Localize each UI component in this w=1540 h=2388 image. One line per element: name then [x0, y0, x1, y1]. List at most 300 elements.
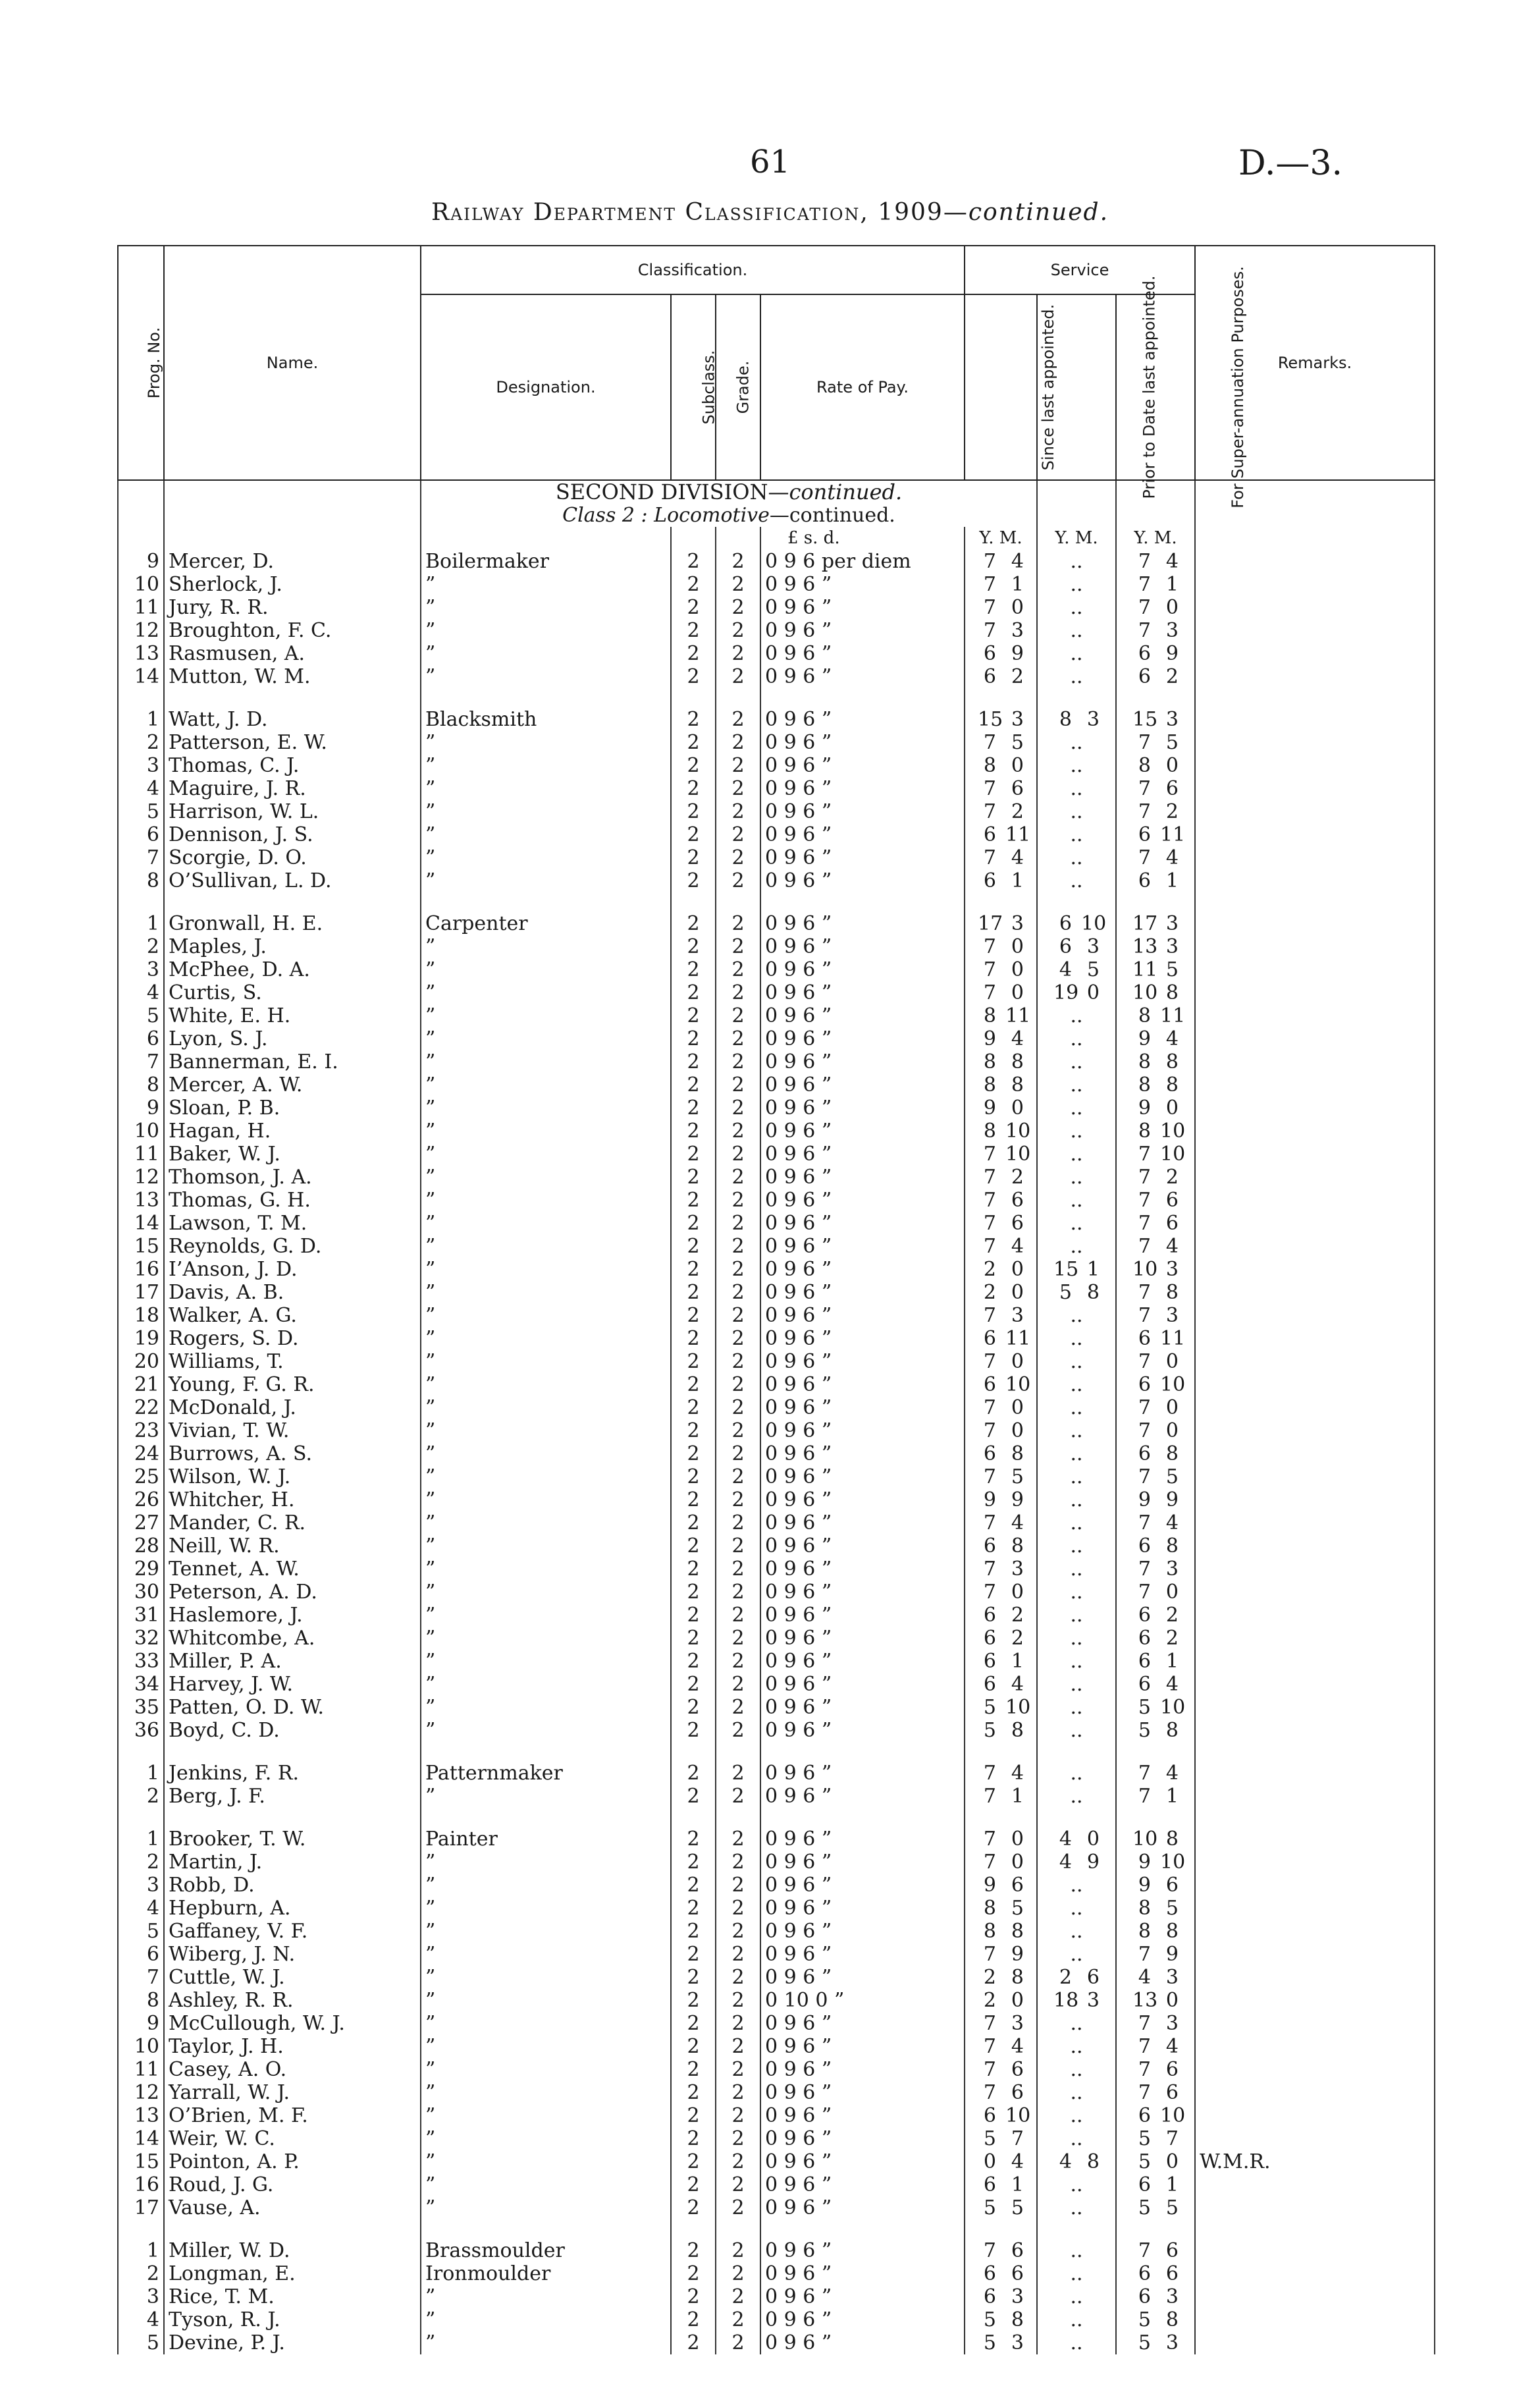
- name-cell: Roud, J. G.: [164, 2173, 421, 2196]
- grade-cell: 2: [716, 596, 760, 619]
- spacer-cell: [760, 1808, 965, 1828]
- since-last-cell: 7 0: [965, 1828, 1037, 1851]
- name-cell: Wilson, W. J.: [164, 1465, 421, 1488]
- subclass-cell: 2: [671, 1943, 716, 1966]
- prior-to-date-cell: ..: [1037, 619, 1116, 642]
- designation-cell: ”: [421, 2012, 671, 2035]
- designation-cell: ”: [421, 1785, 671, 1808]
- prog-no-cell: 7: [118, 846, 164, 869]
- remarks-cell: [1195, 550, 1435, 573]
- prior-to-date-cell: ..: [1037, 2262, 1116, 2285]
- superannuation-cell: 13 3: [1116, 935, 1195, 958]
- superannuation-cell: 4 3: [1116, 1966, 1195, 1989]
- col-service: Service: [965, 246, 1195, 294]
- superannuation-cell: 5 5: [1116, 2196, 1195, 2219]
- spacer-cell: [716, 688, 760, 708]
- prog-no-cell: 26: [118, 1488, 164, 1511]
- superannuation-cell: 7 10: [1116, 1143, 1195, 1166]
- superannuation-cell: 7 1: [1116, 1785, 1195, 1808]
- remarks-cell: [1195, 1281, 1435, 1304]
- since-last-cell: 7 0: [965, 981, 1037, 1004]
- spacer-cell: [965, 688, 1037, 708]
- grade-cell: 2: [716, 1442, 760, 1465]
- col-prior-to-date: Prior to Date last appointed.: [1037, 294, 1116, 480]
- subclass-cell: 2: [671, 1004, 716, 1027]
- rate-of-pay-cell: 0 9 6 ”: [760, 1943, 965, 1966]
- table-row: [118, 1650, 1435, 1673]
- prog-no-cell: 6: [118, 1943, 164, 1966]
- subclass-cell: 2: [671, 2196, 716, 2219]
- table-row: [118, 619, 1435, 642]
- name-cell: Thomas, C. J.: [164, 754, 421, 777]
- remarks-cell: [1195, 1004, 1435, 1027]
- name-cell: Wiberg, J. N.: [164, 1943, 421, 1966]
- remarks-cell: [1195, 1943, 1435, 1966]
- name-cell: McDonald, J.: [164, 1396, 421, 1419]
- rate-of-pay-cell: 0 9 6 ”: [760, 1143, 965, 1166]
- table-row: [118, 1874, 1435, 1897]
- superannuation-cell: 7 6: [1116, 2081, 1195, 2104]
- subclass-cell: 2: [671, 2331, 716, 2354]
- name-cell: Walker, A. G.: [164, 1304, 421, 1327]
- table-row: [118, 1673, 1435, 1696]
- superannuation-cell: 7 3: [1116, 2012, 1195, 2035]
- table-row: [118, 1166, 1435, 1189]
- spacer-cell: [671, 2219, 716, 2239]
- designation-cell: ”: [421, 1966, 671, 1989]
- grade-cell: 2: [716, 1673, 760, 1696]
- spacer-cell: [421, 2219, 671, 2239]
- since-last-cell: 6 1: [965, 2173, 1037, 2196]
- prog-no-cell: 2: [118, 1851, 164, 1874]
- name-cell: Mercer, A. W.: [164, 1073, 421, 1097]
- name-cell: Bannerman, E. I.: [164, 1050, 421, 1073]
- subclass-cell: 2: [671, 1027, 716, 1050]
- remarks-cell: [1195, 708, 1435, 731]
- col-classification: Classification.: [421, 246, 965, 294]
- col-grade: Grade.: [716, 294, 760, 480]
- prior-to-date-cell: ..: [1037, 550, 1116, 573]
- superannuation-cell: 9 4: [1116, 1027, 1195, 1050]
- designation-cell: ”: [421, 1851, 671, 1874]
- table-row: [118, 1851, 1435, 1874]
- name-cell: Hepburn, A.: [164, 1897, 421, 1920]
- prog-no-cell: 4: [118, 981, 164, 1004]
- subclass-cell: 2: [671, 708, 716, 731]
- subclass-cell: 2: [671, 550, 716, 573]
- since-last-cell: 7 4: [965, 550, 1037, 573]
- table-row: [118, 1027, 1435, 1050]
- designation-cell: ”: [421, 1166, 671, 1189]
- rate-of-pay-cell: 0 9 6 ”: [760, 1465, 965, 1488]
- rate-of-pay-cell: 0 9 6 ”: [760, 1097, 965, 1120]
- prior-to-date-cell: ..: [1037, 1027, 1116, 1050]
- rate-of-pay-cell: 0 9 6 ”: [760, 731, 965, 754]
- designation-cell: ”: [421, 1534, 671, 1558]
- grade-cell: 2: [716, 1097, 760, 1120]
- prog-no-cell: 25: [118, 1465, 164, 1488]
- table-row: [118, 1050, 1435, 1073]
- grade-cell: 2: [716, 869, 760, 892]
- subclass-cell: 2: [671, 1350, 716, 1373]
- table-row: [118, 823, 1435, 846]
- subclass-cell: 2: [671, 1396, 716, 1419]
- table-row: [118, 1762, 1435, 1785]
- superannuation-cell: 8 8: [1116, 1050, 1195, 1073]
- prog-no-cell: 16: [118, 2173, 164, 2196]
- table-row: [118, 1627, 1435, 1650]
- name-cell: O’Brien, M. F.: [164, 2104, 421, 2127]
- prog-no-cell: 28: [118, 1534, 164, 1558]
- rate-of-pay-cell: 0 9 6 ”: [760, 1004, 965, 1027]
- remarks-cell: [1195, 1558, 1435, 1581]
- table-row: [118, 1604, 1435, 1627]
- subclass-cell: 2: [671, 1235, 716, 1258]
- spacer-cell: [118, 688, 164, 708]
- rate-of-pay-cell: 0 9 6 ”: [760, 1073, 965, 1097]
- name-cell: Vivian, T. W.: [164, 1419, 421, 1442]
- prior-to-date-cell: ..: [1037, 1235, 1116, 1258]
- table-row: [118, 596, 1435, 619]
- spacer-cell: [164, 1742, 421, 1762]
- name-cell: McPhee, D. A.: [164, 958, 421, 981]
- spacer-cell: [1195, 688, 1435, 708]
- subclass-cell: 2: [671, 800, 716, 823]
- name-cell: Whitcombe, A.: [164, 1627, 421, 1650]
- table-row: [118, 2058, 1435, 2081]
- name-cell: Martin, J.: [164, 1851, 421, 1874]
- division-heading: SECOND DIVISION—continued.: [421, 480, 1037, 504]
- grade-cell: 2: [716, 1465, 760, 1488]
- since-last-cell: 5 10: [965, 1696, 1037, 1719]
- superannuation-cell: 10 8: [1116, 981, 1195, 1004]
- prior-to-date-cell: ..: [1037, 846, 1116, 869]
- spacer-cell: [716, 1742, 760, 1762]
- grade-cell: 2: [716, 1534, 760, 1558]
- prior-to-date-cell: ..: [1037, 1212, 1116, 1235]
- table-row: [118, 665, 1435, 688]
- subclass-cell: 2: [671, 619, 716, 642]
- designation-cell: ”: [421, 1897, 671, 1920]
- superannuation-cell: 6 2: [1116, 1604, 1195, 1627]
- remarks-cell: [1195, 1966, 1435, 1989]
- name-cell: Tyson, R. J.: [164, 2308, 421, 2331]
- superannuation-cell: 6 8: [1116, 1442, 1195, 1465]
- superannuation-cell: 6 8: [1116, 1534, 1195, 1558]
- designation-cell: ”: [421, 1258, 671, 1281]
- prog-no-cell: 13: [118, 2104, 164, 2127]
- grade-cell: 2: [716, 2331, 760, 2354]
- subclass-cell: 2: [671, 1189, 716, 1212]
- since-last-cell: 5 3: [965, 2331, 1037, 2354]
- designation-cell: ”: [421, 1874, 671, 1897]
- designation-cell: ”: [421, 935, 671, 958]
- prog-no-cell: 5: [118, 800, 164, 823]
- rate-of-pay-cell: 0 9 6 ”: [760, 596, 965, 619]
- rate-of-pay-cell: 0 9 6 ”: [760, 1327, 965, 1350]
- rate-of-pay-cell: 0 9 6 ”: [760, 2012, 965, 2035]
- subclass-cell: 2: [671, 1719, 716, 1742]
- rate-of-pay-cell: 0 9 6 ”: [760, 2081, 965, 2104]
- prior-to-date-cell: 18 3: [1037, 1989, 1116, 2012]
- since-last-cell: 8 8: [965, 1073, 1037, 1097]
- table-row: [118, 1258, 1435, 1281]
- spacer-cell: [1116, 1742, 1195, 1762]
- units-pay: £ s. d.: [760, 527, 965, 550]
- superannuation-cell: 8 5: [1116, 1897, 1195, 1920]
- grade-cell: 2: [716, 2262, 760, 2285]
- superannuation-cell: 7 0: [1116, 1396, 1195, 1419]
- since-last-cell: 7 4: [965, 846, 1037, 869]
- remarks-cell: [1195, 935, 1435, 958]
- table-row: [118, 1581, 1435, 1604]
- table-row: [118, 1327, 1435, 1350]
- remarks-cell: [1195, 2035, 1435, 2058]
- remarks-cell: [1195, 1650, 1435, 1673]
- subclass-cell: 2: [671, 1442, 716, 1465]
- since-last-cell: 6 2: [965, 1627, 1037, 1650]
- designation-cell: Painter: [421, 1828, 671, 1851]
- designation-cell: ”: [421, 777, 671, 800]
- since-last-cell: 7 6: [965, 2058, 1037, 2081]
- remarks-cell: [1195, 1465, 1435, 1488]
- since-last-cell: 15 3: [965, 708, 1037, 731]
- remarks-cell: [1195, 1212, 1435, 1235]
- spacer-cell: [716, 2219, 760, 2239]
- spacer-cell: [1116, 688, 1195, 708]
- since-last-cell: 6 2: [965, 1604, 1037, 1627]
- rate-of-pay-cell: 0 9 6 ”: [760, 1442, 965, 1465]
- subclass-cell: 2: [671, 2035, 716, 2058]
- col-name: Name.: [164, 246, 421, 480]
- name-cell: Rice, T. M.: [164, 2285, 421, 2308]
- rate-of-pay-cell: 0 9 6 ”: [760, 1120, 965, 1143]
- table-row: [118, 1189, 1435, 1212]
- subclass-cell: 2: [671, 1627, 716, 1650]
- subclass-cell: 2: [671, 731, 716, 754]
- designation-cell: ”: [421, 1943, 671, 1966]
- name-cell: Davis, A. B.: [164, 1281, 421, 1304]
- superannuation-cell: 8 8: [1116, 1920, 1195, 1943]
- remarks-cell: [1195, 912, 1435, 935]
- designation-cell: ”: [421, 1050, 671, 1073]
- spacer-cell: [164, 892, 421, 912]
- grade-cell: 2: [716, 1189, 760, 1212]
- since-last-cell: 7 3: [965, 619, 1037, 642]
- since-last-cell: 7 0: [965, 935, 1037, 958]
- name-cell: Patterson, E. W.: [164, 731, 421, 754]
- designation-cell: Blacksmith: [421, 708, 671, 731]
- prior-to-date-cell: ..: [1037, 1373, 1116, 1396]
- superannuation-cell: 11 5: [1116, 958, 1195, 981]
- superannuation-cell: 7 3: [1116, 619, 1195, 642]
- rate-of-pay-cell: 0 9 6 ”: [760, 1189, 965, 1212]
- superannuation-cell: 5 0: [1116, 2150, 1195, 2173]
- remarks-cell: W.M.R.: [1195, 2150, 1435, 2173]
- rate-of-pay-cell: 0 9 6 ”: [760, 1511, 965, 1534]
- superannuation-cell: 7 2: [1116, 1166, 1195, 1189]
- superannuation-cell: 8 0: [1116, 754, 1195, 777]
- designation-cell: ”: [421, 2058, 671, 2081]
- grade-cell: 2: [716, 1212, 760, 1235]
- remarks-cell: [1195, 1534, 1435, 1558]
- remarks-cell: [1195, 958, 1435, 981]
- designation-cell: ”: [421, 1004, 671, 1027]
- grade-cell: 2: [716, 1943, 760, 1966]
- prog-no-cell: 3: [118, 958, 164, 981]
- name-cell: Mutton, W. M.: [164, 665, 421, 688]
- subclass-cell: 2: [671, 1511, 716, 1534]
- superannuation-cell: 6 1: [1116, 869, 1195, 892]
- grade-cell: 2: [716, 2081, 760, 2104]
- prior-to-date-cell: ..: [1037, 2081, 1116, 2104]
- designation-cell: ”: [421, 1558, 671, 1581]
- superannuation-cell: 5 10: [1116, 1696, 1195, 1719]
- since-last-cell: 6 11: [965, 1327, 1037, 1350]
- rate-of-pay-cell: 0 9 6 ”: [760, 869, 965, 892]
- rate-of-pay-cell: 0 9 6 ”: [760, 2262, 965, 2285]
- subclass-cell: 2: [671, 912, 716, 935]
- spacer-cell: [1116, 2219, 1195, 2239]
- table-row: [118, 1989, 1435, 2012]
- since-last-cell: 5 8: [965, 2308, 1037, 2331]
- prog-no-cell: 22: [118, 1396, 164, 1419]
- table-row: [118, 1073, 1435, 1097]
- prior-to-date-cell: 19 0: [1037, 981, 1116, 1004]
- designation-cell: ”: [421, 1120, 671, 1143]
- remarks-cell: [1195, 869, 1435, 892]
- remarks-cell: [1195, 2331, 1435, 2354]
- spacer-cell: [1116, 1808, 1195, 1828]
- name-cell: Baker, W. J.: [164, 1143, 421, 1166]
- remarks-cell: [1195, 1488, 1435, 1511]
- spacer-cell: [1195, 1808, 1435, 1828]
- prog-no-cell: 1: [118, 2239, 164, 2262]
- name-cell: Harvey, J. W.: [164, 1673, 421, 1696]
- rate-of-pay-cell: 0 9 6 ”: [760, 935, 965, 958]
- name-cell: Boyd, C. D.: [164, 1719, 421, 1742]
- rate-of-pay-cell: 0 9 6 ”: [760, 1920, 965, 1943]
- superannuation-cell: 7 4: [1116, 2035, 1195, 2058]
- superannuation-cell: 10 8: [1116, 1828, 1195, 1851]
- table-row: [118, 2035, 1435, 2058]
- prog-no-cell: 9: [118, 550, 164, 573]
- title-year: , 1909—: [860, 199, 969, 226]
- table-row: [118, 1212, 1435, 1235]
- prog-no-cell: 21: [118, 1373, 164, 1396]
- class-heading: Class 2 : Locomotive—continued.: [421, 504, 1037, 527]
- rate-of-pay-cell: 0 9 6 ”: [760, 2035, 965, 2058]
- superannuation-cell: 5 3: [1116, 2331, 1195, 2354]
- prior-to-date-cell: 4 9: [1037, 1851, 1116, 1874]
- spacer-cell: [965, 2219, 1037, 2239]
- superannuation-cell: 7 4: [1116, 1511, 1195, 1534]
- name-cell: Maples, J.: [164, 935, 421, 958]
- designation-cell: ”: [421, 1027, 671, 1050]
- since-last-cell: 7 4: [965, 1511, 1037, 1534]
- remarks-cell: [1195, 1258, 1435, 1281]
- superannuation-cell: 7 6: [1116, 2239, 1195, 2262]
- name-cell: Curtis, S.: [164, 981, 421, 1004]
- grade-cell: 2: [716, 1281, 760, 1304]
- grade-cell: 2: [716, 1511, 760, 1534]
- superannuation-cell: 7 6: [1116, 1189, 1195, 1212]
- since-last-cell: 8 10: [965, 1120, 1037, 1143]
- prog-no-cell: 8: [118, 1989, 164, 2012]
- prog-no-cell: 5: [118, 1004, 164, 1027]
- name-cell: Neill, W. R.: [164, 1534, 421, 1558]
- units-prior: Y. M.: [1037, 527, 1116, 550]
- superannuation-cell: 7 4: [1116, 1762, 1195, 1785]
- designation-cell: ”: [421, 846, 671, 869]
- since-last-cell: 7 6: [965, 1189, 1037, 1212]
- remarks-cell: [1195, 1166, 1435, 1189]
- group-spacer: [118, 1808, 1435, 1828]
- table-row: [118, 2104, 1435, 2127]
- name-cell: I’Anson, J. D.: [164, 1258, 421, 1281]
- designation-cell: ”: [421, 1442, 671, 1465]
- prog-no-cell: 1: [118, 1762, 164, 1785]
- remarks-cell: [1195, 1874, 1435, 1897]
- name-cell: Scorgie, D. O.: [164, 846, 421, 869]
- remarks-cell: [1195, 2239, 1435, 2262]
- grade-cell: 2: [716, 1627, 760, 1650]
- table-row: [118, 1235, 1435, 1258]
- designation-cell: ”: [421, 754, 671, 777]
- remarks-cell: [1195, 846, 1435, 869]
- designation-cell: ”: [421, 619, 671, 642]
- table-row: [118, 1465, 1435, 1488]
- grade-cell: 2: [716, 1166, 760, 1189]
- name-cell: Berg, J. F.: [164, 1785, 421, 1808]
- remarks-cell: [1195, 1897, 1435, 1920]
- since-last-cell: 7 0: [965, 1851, 1037, 1874]
- prior-to-date-cell: ..: [1037, 2239, 1116, 2262]
- spacer-cell: [421, 1742, 671, 1762]
- superannuation-cell: 7 4: [1116, 846, 1195, 869]
- grade-cell: 2: [716, 1304, 760, 1327]
- remarks-cell: [1195, 1050, 1435, 1073]
- spacer-cell: [1195, 2219, 1435, 2239]
- remarks-cell: [1195, 2173, 1435, 2196]
- spacer-cell: [421, 892, 671, 912]
- designation-cell: ”: [421, 1097, 671, 1120]
- since-last-cell: 7 3: [965, 1558, 1037, 1581]
- spacer-cell: [118, 2219, 164, 2239]
- superannuation-cell: 7 6: [1116, 2058, 1195, 2081]
- table-row: [118, 2196, 1435, 2219]
- prior-to-date-cell: 4 8: [1037, 2150, 1116, 2173]
- superannuation-cell: 9 0: [1116, 1097, 1195, 1120]
- name-cell: Cuttle, W. J.: [164, 1966, 421, 1989]
- table-row: [118, 642, 1435, 665]
- spacer-cell: [760, 688, 965, 708]
- prog-no-cell: 24: [118, 1442, 164, 1465]
- designation-cell: ”: [421, 2308, 671, 2331]
- designation-cell: ”: [421, 731, 671, 754]
- table-row: [118, 1120, 1435, 1143]
- since-last-cell: 0 4: [965, 2150, 1037, 2173]
- designation-cell: ”: [421, 2104, 671, 2127]
- prior-to-date-cell: ..: [1037, 1189, 1116, 1212]
- rate-of-pay-cell: 0 10 0 ”: [760, 1989, 965, 2012]
- remarks-cell: [1195, 1604, 1435, 1627]
- remarks-cell: [1195, 1851, 1435, 1874]
- subclass-cell: 2: [671, 1534, 716, 1558]
- prog-no-cell: 10: [118, 573, 164, 596]
- superannuation-cell: 7 8: [1116, 1281, 1195, 1304]
- since-last-cell: 6 8: [965, 1442, 1037, 1465]
